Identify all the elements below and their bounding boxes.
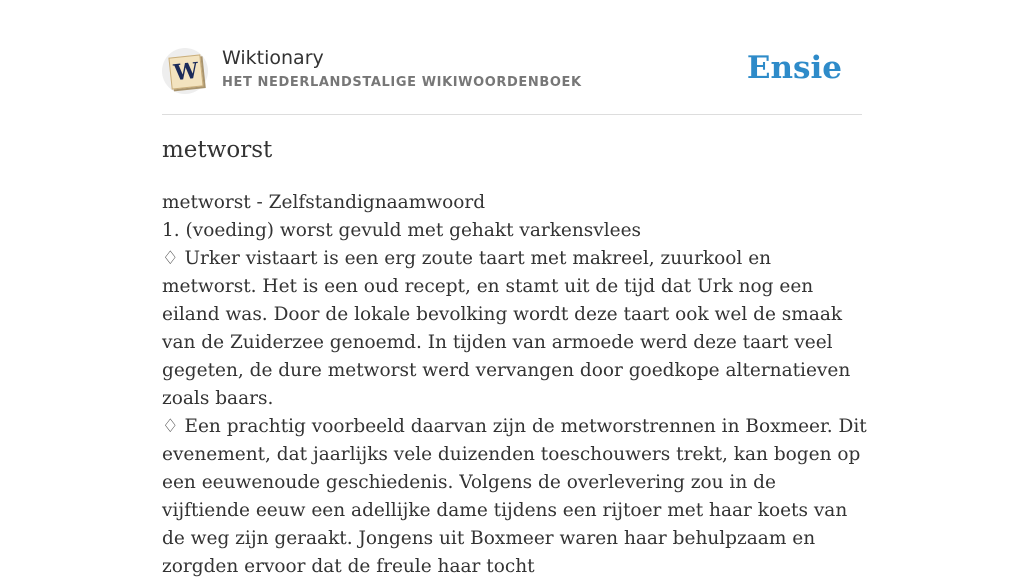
definition: 1. (voeding) worst gevuld met gehakt varkensvlees xyxy=(162,220,642,241)
word-class-line: metworst - Zelfstandignaamwoord xyxy=(162,192,486,213)
site-header xyxy=(162,44,862,115)
logo-letter: W xyxy=(168,54,203,89)
example-sentence: ♢ Urker vistaart is een erg zoute taart met makreel, zuurkool en metworst. Het is een oud recept, en stamt uit de tijd dat Urk nog een eiland was. Door de lokale bevolking wordt deze taart ook wel de smaak van de Zuiderzee genoemd. In tijden van armoede werd deze taart veel gegeten, de dure metworst werd vervangen door goedkope alternatieven zoals baars. xyxy=(162,248,851,409)
example-sentence: ♢ Een prachtig voorbeeld daarvan zijn de metworstrennen in Boxmeer. Dit evenement, dat jaarlijks vele duizenden toeschouwers trekt, kan bogen op een eeuwenoude geschiedenis. Volgens de overlevering zou in de vijftiende eeuw een adellijke dame tijdens een rijtoer met haar koets van de weg zijn geraakt. Jongens uit Boxmeer waren haar behulpzaam en zorgden ervoor dat de freule haar tocht xyxy=(162,416,867,577)
site-name: Wiktionary xyxy=(222,47,324,69)
entry-content xyxy=(162,189,868,581)
site-subtitle: HET NEDERLANDSTALIGE WIKIWOORDENBOEK xyxy=(222,75,582,90)
wiktionary-logo-icon xyxy=(162,48,208,94)
ensie-brand-logo: Ensie xyxy=(746,50,842,86)
page-title: metworst xyxy=(162,137,273,163)
